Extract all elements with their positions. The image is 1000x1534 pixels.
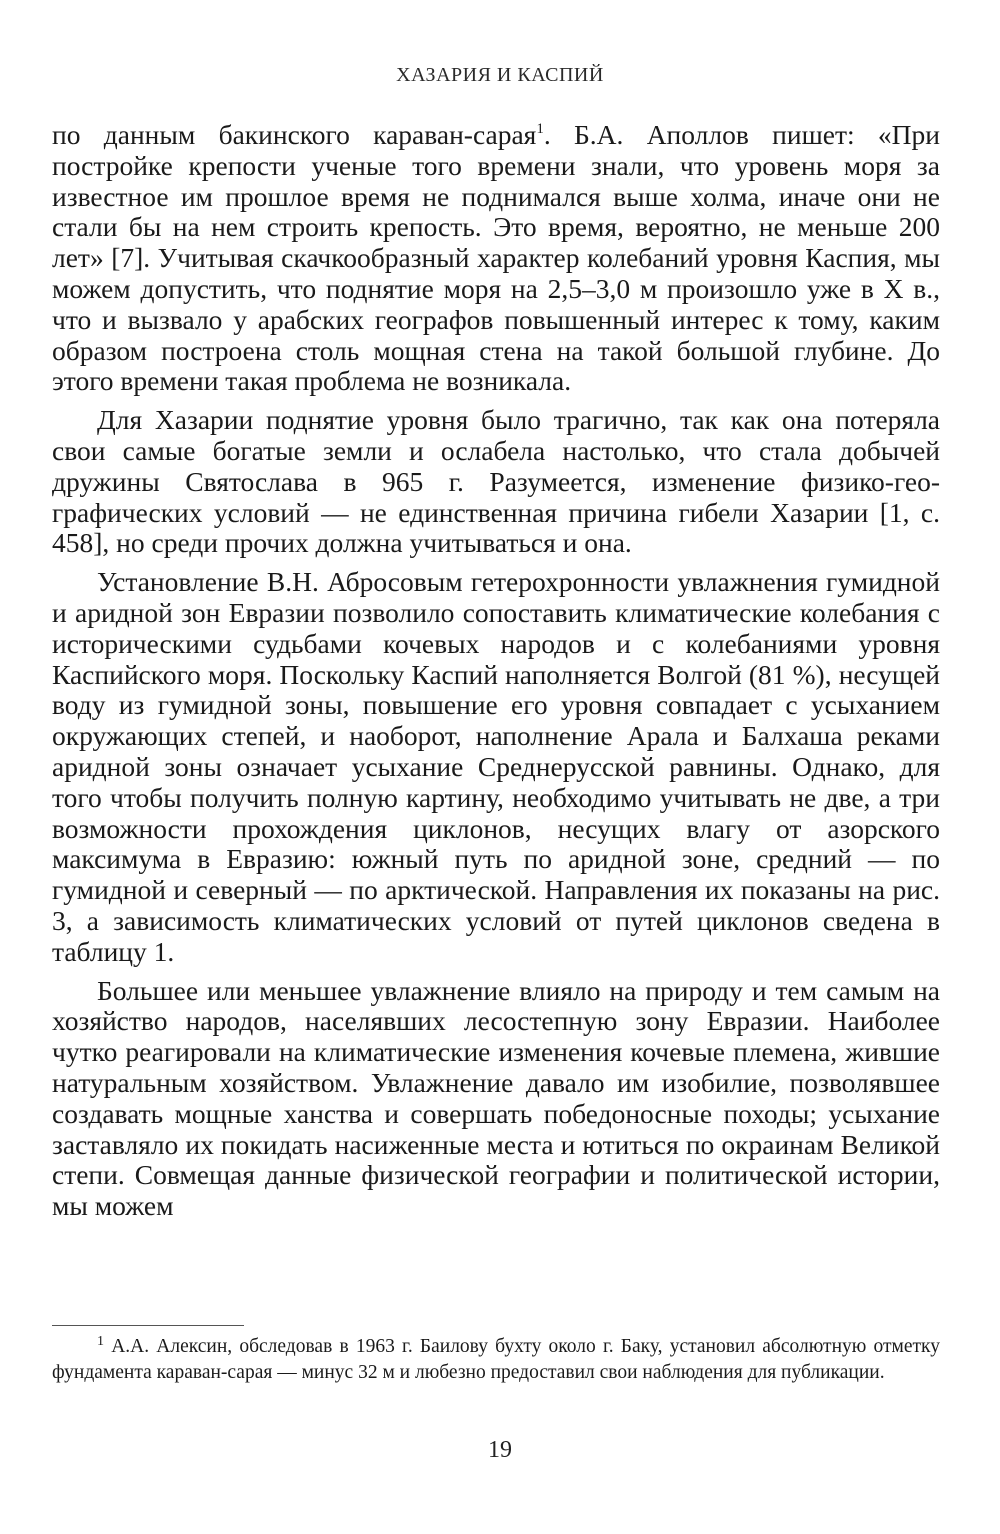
- footnote-divider: [52, 1325, 244, 1326]
- page-number: 19: [488, 1437, 512, 1463]
- paragraph-3: Установление В.Н. Абросовым гетерохронности увлажнения гумидной и аридной зон Евразии позволило сопоставить климатические колебания с историческими судьбами кочевых народов и с колебаниями уровня Каспийского моря. Поскольку Каспий наполняется Волгой (81 %), несущей воду из гумидной зоны, повышение его уровня совпадает с усыханием окружающих степей, и наоборот, наполнение Арала и Балхаша реками аридной зоны означает усыхание Среднерусской равнины. Однако, для того чтобы получить полную картину, необходимо учитывать не две, а три возможности прохождения циклонов, несущих влагу от азорского максимума в Евразию: южный путь по аридной зоне, средний — по гумидной и северный — по арктической. Направления их показаны на рис. 3, а зависимость климатических условий от путей циклонов сведена в таблицу 1.: [52, 566, 940, 967]
- footnote-text: А.А. Алексин, обследовав в 1963 г. Баилову бухту около г. Баку, установил абсолютную отметку фундамента караван-сарая — минус 32 м и любезно предоставил свои наблюдения для публикации.: [52, 1336, 940, 1383]
- footnote-marker: 1: [97, 1334, 104, 1349]
- body-text: [52, 120, 940, 1230]
- footnote-ref[interactable]: 1: [536, 121, 544, 137]
- paragraph-1-rest: . Б.А. Аполлов пишет: «При постройке крепости ученые того времени знали, что уровень моря за известное им прошлое время не поднимался выше холма, иначе они не стали бы на нем строить крепость. Это время, вероятно, не меньше 200 лет» [7]. Учитывая скачкообразный характер колебаний уровня Каспия, мы можем допустить, что поднятие моря на 2,5–3,0 м произошло уже в X в., что и вызвало у арабских географов повышенный интерес к тому, каким образом построена столь мощная стена на такой большой глубине. До этого времени такая проблема не возникала.: [52, 119, 940, 397]
- paragraph-1-start: по данным бакинского караван-сарая: [52, 119, 537, 150]
- paragraph-2: Для Хазарии поднятие уровня было трагично, так как она потеряла свои самые богатые земли и ослабела настолько, что стала добычей дружины Святослава в 965 г. Разумеется, изменение физико-географических условий — не единственная причина гибели Хазарии [1, с. 458], но среди прочих должна учитываться и она.: [52, 404, 940, 559]
- running-head: ХАЗАРИЯ И КАСПИЙ: [396, 64, 604, 86]
- footnote: [52, 1334, 940, 1386]
- paragraph-1: [52, 120, 940, 397]
- paragraph-4: Большее или меньшее увлажнение влияло на природу и тем самым на хозяйство народов, населявших лесостепную зону Евразии. Наиболее чутко реагировали на климатические изменения кочевые племена, жившие натуральным хозяйством. Увлажнение давало им изобилие, позволявшее создавать мощные ханства и совершать победоносные походы; усыхание заставляло их покидать насиженные места и ютиться по окраинам Великой степи. Совмещая данные физической географии и политической истории, мы можем: [52, 974, 940, 1222]
